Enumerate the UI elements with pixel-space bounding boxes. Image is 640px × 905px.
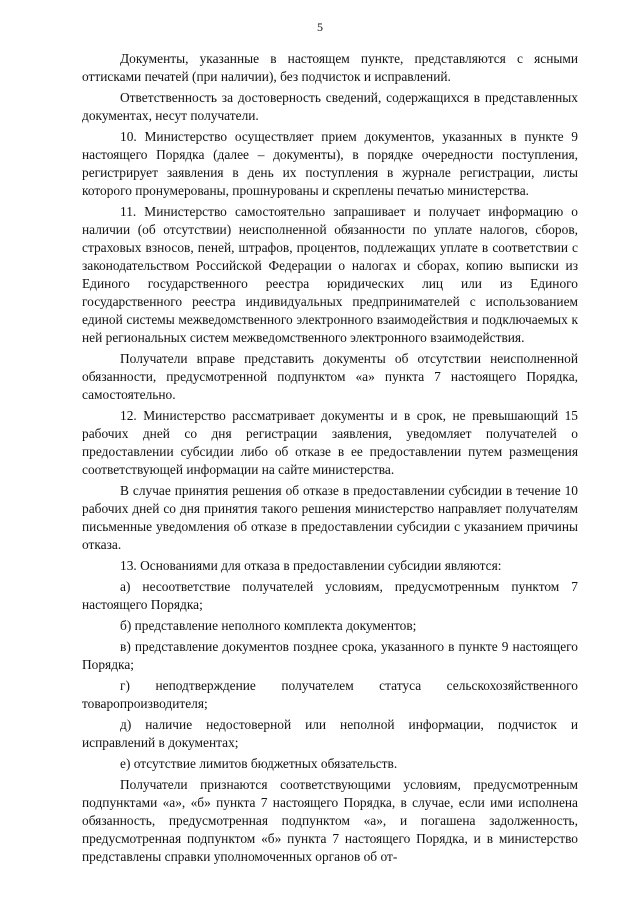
paragraph-responsibility: Ответственность за достоверность сведений, содержащихся в представленных документах, несут получатели. xyxy=(82,90,578,123)
paragraph-documents-seals: Документы, указанные в настоящем пункте, представляются с ясными оттисками печатей (при наличии), без подчисток и исправлений. xyxy=(82,51,578,84)
list-item-b: б) представление неполного комплекта документов; xyxy=(120,618,417,633)
list-item-a: а) несоответствие получателей условиям, предусмотренным пунктом 7 настоящего Порядка; xyxy=(82,579,578,612)
document-body xyxy=(82,50,578,869)
page-number: 5 xyxy=(317,20,323,34)
paragraph-recipients-right: Получатели вправе представить документы об отсутствии неисполненной обязанности, предусмотренной подпунктом «а» пункта 7 настоящего Порядка, самостоятельно. xyxy=(82,351,578,402)
list-item-e: е) отсутствие лимитов бюджетных обязательств. xyxy=(120,756,398,771)
paragraph-item-12: 12. Министерство рассматривает документы и в срок, не превышающий 15 рабочих дней со дня регистрации заявления, уведомляет получателей о предоставлении субсидии либо об отказе в ее предоставлении путем размещения соответствующей информации на сайте министерства. xyxy=(82,408,578,477)
list-item-g: г) неподтверждение получателем статуса сельскохозяйственного товаропроизводителя; xyxy=(82,678,578,711)
list-item-d: д) наличие недостоверной или неполной информации, подчисток и исправлений в документах; xyxy=(82,717,578,750)
paragraph-item-10: 10. Министерство осуществляет прием документов, указанных в пункте 9 настоящего Порядка (далее – документы), в порядке очередности поступления, регистрирует заявления в день их поступления в журнале регистрации, листы которого пронумерованы, прошнурованы и скреплены печатью министерства. xyxy=(82,129,578,198)
list-item-v: в) представление документов позднее срока, указанного в пункте 9 настоящего Порядка; xyxy=(82,639,578,672)
paragraph-item-11: 11. Министерство самостоятельно запрашивает и получает информацию о наличии (об отсутствии) неисполненной обязанности по уплате налогов, сборов, страховых взносов, пеней, штрафов, процентов, подлежащих уплате в соответствии с законодательством Российской Федерации о налогах и сборах, копию выписки из Единого государственного реестра юридических лиц или из Единого государственного реестра индивидуальных предпринимателей с использованием единой системы межведомственного электронного взаимодействия и подключаемых к ней региональных систем межведомственного электронного взаимодействия. xyxy=(82,204,578,345)
paragraph-refusal-notice: В случае принятия решения об отказе в предоставлении субсидии в течение 10 рабочих дней со дня принятия такого решения министерство направляет получателям письменные уведомления об отказе в предоставлении субсидии с указанием причины отказа. xyxy=(82,483,578,552)
paragraph-item-13: 13. Основаниями для отказа в предоставлении субсидии являются: xyxy=(120,558,502,573)
paragraph-conditions: Получатели признаются соответствующими условиям, предусмотренным подпунктами «а», «б» пункта 7 настоящего Порядка, в случае, если ими исполнена обязанность, предусмотренная подпунктом «а», и погашена задолженность, предусмотренная подпунктом «б» пункта 7 настоящего Порядка, и в министерство представлены справки уполномоченных органов об от- xyxy=(82,777,578,864)
